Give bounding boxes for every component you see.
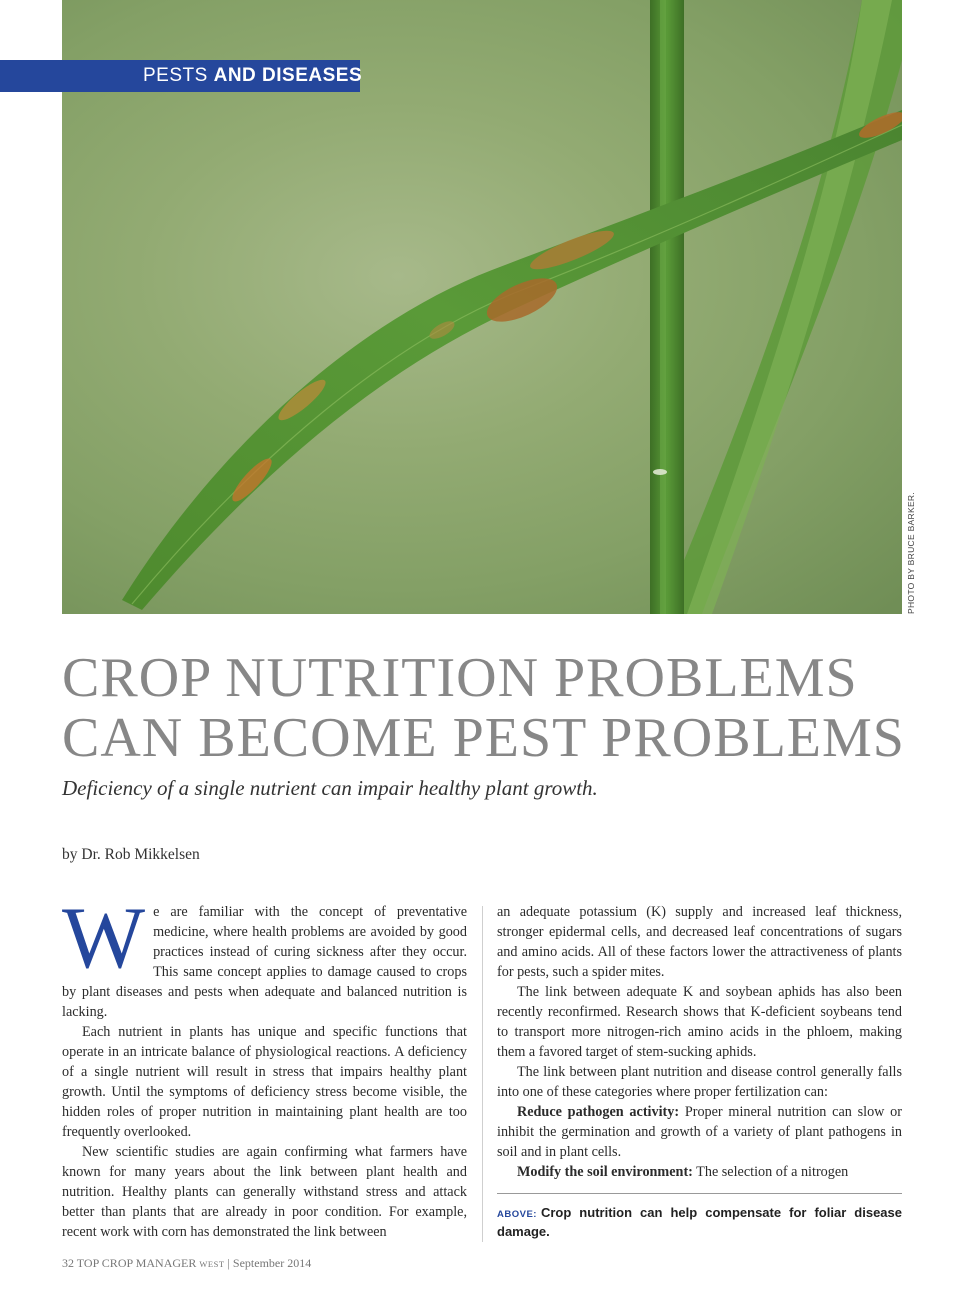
article-column-right bbox=[497, 902, 902, 1182]
page-number: 32 bbox=[62, 1256, 74, 1270]
headline bbox=[62, 648, 942, 768]
drop-cap: W bbox=[62, 890, 146, 987]
photo-credit: PHOTO BY BRUCE BARKER. bbox=[906, 491, 916, 614]
photo-caption bbox=[497, 1204, 902, 1240]
paragraph-text: The selection of a nitrogen bbox=[692, 1164, 849, 1180]
headline-line-1: CROP NUTRITION PROBLEMS bbox=[62, 647, 858, 709]
byline: by Dr. Rob Mikkelsen bbox=[62, 846, 200, 863]
paragraph: The link between adequate K and soybean aphids has also been recently reconfirmed. Research shows that K-deficient soybeans tend to transport more nitrogen-rich amino acids in the phloem, making them a favored target of stem-sucking aphids. bbox=[497, 984, 902, 1060]
paragraph bbox=[62, 890, 467, 1022]
paragraph: an adequate potassium (K) supply and increased leaf thickness, stronger epidermal cells, and decreased leaf concentrations of sugars and amino acids. All of these factors lower the attractiveness of plants for pests, such a spider mites. bbox=[497, 904, 902, 980]
page-footer bbox=[62, 1256, 311, 1271]
magazine-edition: WEST bbox=[199, 1259, 225, 1269]
magazine-name: TOP CROP MANAGER bbox=[76, 1256, 197, 1270]
section-tag-bold: AND DISEASES bbox=[213, 65, 363, 86]
wheat-leaf-illustration bbox=[62, 0, 902, 614]
paragraph-text: Proper mineral nutrition can slow or inhibit the germination and growth of a variety of plant pathogens in soil and in plant cells. bbox=[497, 1104, 902, 1160]
deck-subtitle: Deficiency of a single nutrient can impair healthy plant growth. bbox=[62, 776, 598, 800]
paragraph bbox=[497, 1162, 902, 1182]
article-column-left bbox=[62, 890, 467, 1242]
footer-separator: | bbox=[227, 1256, 230, 1270]
issue-date: September 2014 bbox=[232, 1256, 312, 1270]
paragraph: Each nutrient in plants has unique and specific functions that operate in an intricate balance of physiological reactions. A deficiency of a single nutrient will result in stress that impairs healthy plant growth. Until the symptoms of deficiency stress become visible, the hidden roles of proper nutrition in maintaining plant health are too frequently overlooked. bbox=[62, 1024, 467, 1140]
caption-label: ABOVE: bbox=[497, 1209, 537, 1220]
paragraph bbox=[497, 1102, 902, 1162]
paragraph: The link between plant nutrition and disease control generally falls into one of these categories where proper fertilization can: bbox=[497, 1064, 902, 1100]
paragraph-text: e are familiar with the concept of preventative medicine, where health problems are avoided by good practices instead of curing sickness after they occur. This same concept applies to damage caused to crops by plant diseases and pests when adequate and balanced nutrition is lacking. bbox=[62, 904, 467, 1020]
section-tag-light: PESTS bbox=[143, 65, 208, 86]
caption-text: Crop nutrition can help compensate for foliar disease damage. bbox=[497, 1205, 902, 1239]
column-divider bbox=[482, 906, 483, 1242]
paragraph: New scientific studies are again confirming what farmers have known for many years about the link between plant health and nutrition. Healthy plants can generally withstand stress and attack better than plants that are already in poor condition. For example, recent work with corn has demonstrated the link between bbox=[62, 1144, 467, 1240]
caption-divider bbox=[497, 1193, 902, 1194]
subhead-label: Modify the soil environment: bbox=[517, 1164, 693, 1180]
headline-line-2: CAN BECOME PEST PROBLEMS bbox=[62, 707, 905, 769]
hero-photo bbox=[62, 0, 902, 614]
subhead-label: Reduce pathogen activity: bbox=[517, 1104, 680, 1120]
section-tag bbox=[0, 60, 363, 92]
